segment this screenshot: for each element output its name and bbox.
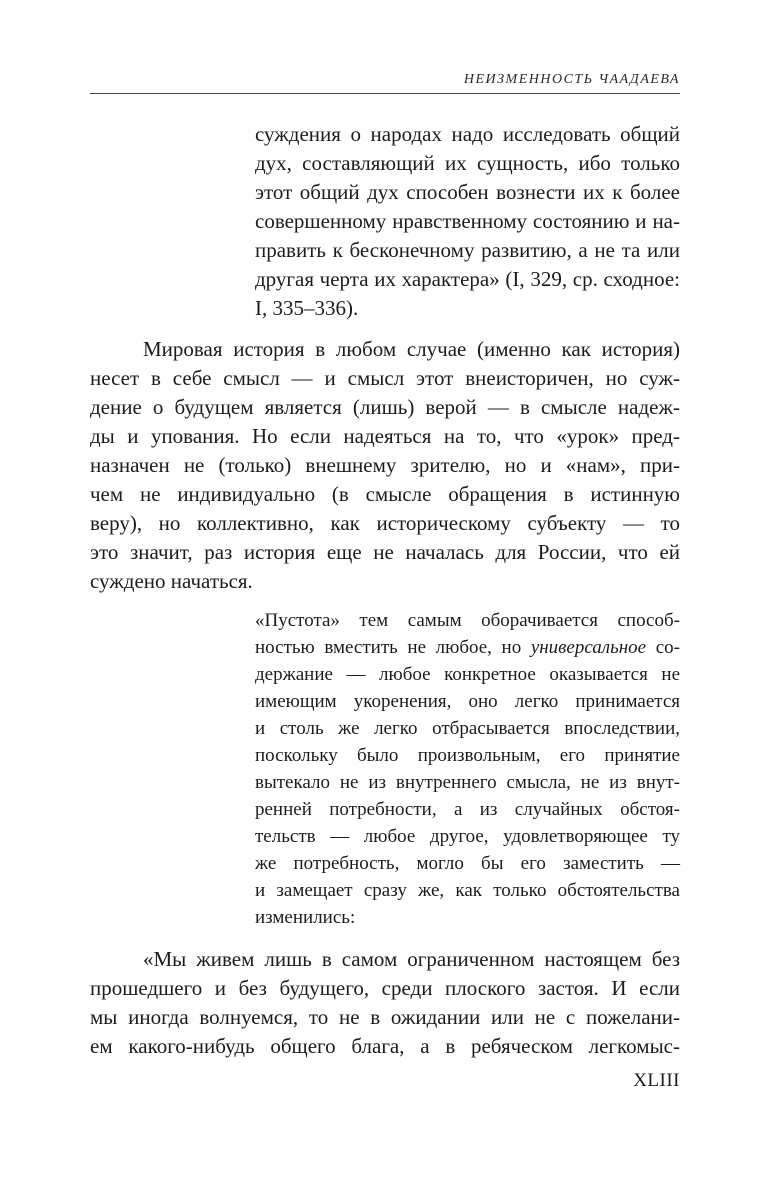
text-line: ренней потребности, а из случайных обстоя- bbox=[255, 799, 680, 820]
text-line: и замещает сразу же, как только обстоятельства bbox=[255, 880, 680, 901]
text-line: суждено начаться. bbox=[90, 569, 253, 593]
text-line: держание — любое конкретное оказывается не bbox=[255, 664, 680, 685]
text-line: Мировая история в любом случае (именно как история) bbox=[143, 337, 680, 361]
header-rule bbox=[90, 93, 680, 94]
text-line: дух, составляющий их сущность, ибо только bbox=[255, 151, 680, 175]
text-line: ем какого-нибудь общего блага, а в ребяческом легкомыс- bbox=[90, 1034, 680, 1058]
text-line: совершенному нравственному состоянию и на- bbox=[255, 209, 680, 233]
text-line: изменились: bbox=[255, 907, 356, 928]
text-line: поскольку было произвольным, его принятие bbox=[255, 745, 680, 766]
text-line: I, 335–336). bbox=[255, 296, 359, 320]
text-line: тельств — любое другое, удовлетворяющее ту bbox=[255, 826, 680, 847]
text-line: мы иногда волнуемся, то не в ожидании или не с пожелани- bbox=[90, 1005, 680, 1029]
text-line: это значит, раз история еще не началась для России, что ей bbox=[90, 540, 680, 564]
text-line: ностью вместить не любое, но универсальное со- bbox=[255, 637, 680, 658]
text-line: же потребность, могло бы его заместить — bbox=[255, 853, 680, 874]
text-line: ды и упования. Но если надеяться на то, что «урок» пред- bbox=[90, 424, 680, 448]
text-line: имеющим укоренения, оно легко принимается bbox=[255, 691, 680, 712]
running-header: НЕИЗМЕННОСТЬ ЧААДАЕВА bbox=[463, 72, 680, 87]
text-line: назначен не (только) внешнему зрителю, но и «нам», при- bbox=[90, 453, 680, 477]
text-line: дение о будущем является (лишь) верой — в смысле надеж- bbox=[90, 395, 680, 419]
text-line: править к бесконечному развитию, а не та или bbox=[255, 238, 680, 262]
text-line: несет в себе смысл — и смысл этот внеисторичен, но суж- bbox=[90, 366, 680, 390]
text-line: веру), но коллективно, как историческому субъекту — то bbox=[90, 511, 680, 535]
emphasis: универсальное bbox=[530, 637, 647, 658]
text-line: вытекало не из внутреннего смысла, не из внут- bbox=[255, 772, 680, 793]
text-line: «Пустота» тем самым оборачивается способ- bbox=[255, 610, 680, 631]
text-line: этот общий дух способен вознести их к более bbox=[255, 180, 680, 204]
text-line: прошедшего и без будущего, среди плоского застоя. И если bbox=[90, 976, 680, 1000]
page-number: XLIII bbox=[633, 1070, 680, 1091]
text-line: чем не индивидуально (в смысле обращения в истинную bbox=[90, 482, 680, 506]
text-line: суждения о народах надо исследовать общий bbox=[255, 122, 680, 146]
text-line: «Мы живем лишь в самом ограниченном настоящем без bbox=[143, 947, 680, 971]
text-line: другая черта их характера» (I, 329, ср. сходное: bbox=[255, 267, 680, 291]
text-line: и столь же легко отбрасывается впоследствии, bbox=[255, 718, 680, 739]
